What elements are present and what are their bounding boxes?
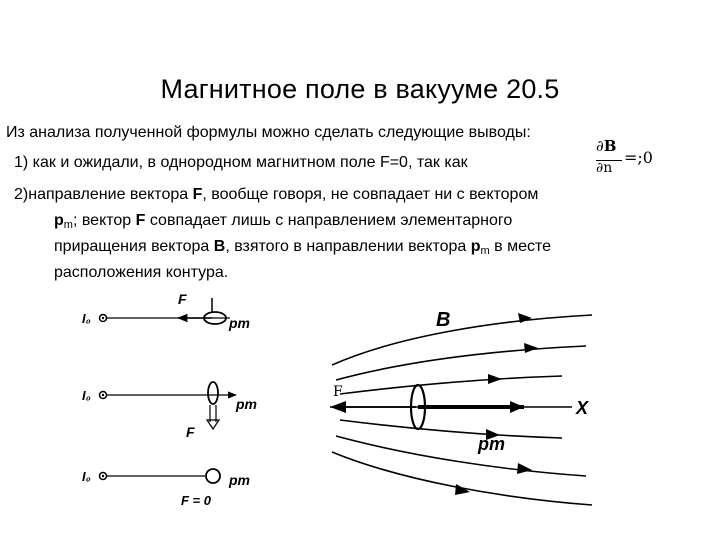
field-line [336,436,586,476]
axis-label: X [576,398,589,418]
derivative-equals: =;0 [624,148,653,167]
item-2-line-4: расположения контура. [54,264,229,281]
field-line [340,420,562,438]
field-line [332,452,592,505]
item-2-line-2: $p_m$; вектор F совпадает лишь с направлением элементарного [54,212,513,231]
force-label: F [178,291,187,307]
moment-label: pm [229,315,250,331]
item-2-line-3: приращения вектора B, взятого в направлении вектора $p_m$ в месте [54,238,552,257]
current-label: I₀ [82,388,91,403]
derivative-denominator: ∂n [596,160,613,176]
force-label: F = 0 [181,493,211,508]
field-line [340,376,562,394]
field-line [336,346,586,380]
item-1-text: 1) как и ожидали, в однородном магнитном поле F=0, так как [14,154,468,171]
force-label: F [333,384,343,400]
force-arrowhead [330,401,346,413]
intro-text: Из анализа полученной формулы можно сделать следующие выводы: [6,124,531,141]
current-label: I₀ [82,311,91,326]
force-label: F [186,424,195,440]
field-label: B [436,309,451,331]
field-lines [332,315,592,505]
axis-arrowhead [510,401,524,413]
moment-label: pm [236,396,257,412]
current-label: I₀ [82,469,91,484]
item-2-line-1: 2)направление вектора F, вообще говоря, не совпадает ни с вектором [14,186,539,203]
moment-label: pm [478,434,505,454]
slide-title: Магнитное поле в вакууме 20.5 [160,74,560,104]
derivative-numerator: ∂B [596,137,617,155]
field-line [332,315,592,365]
moment-label: pm [229,472,250,488]
